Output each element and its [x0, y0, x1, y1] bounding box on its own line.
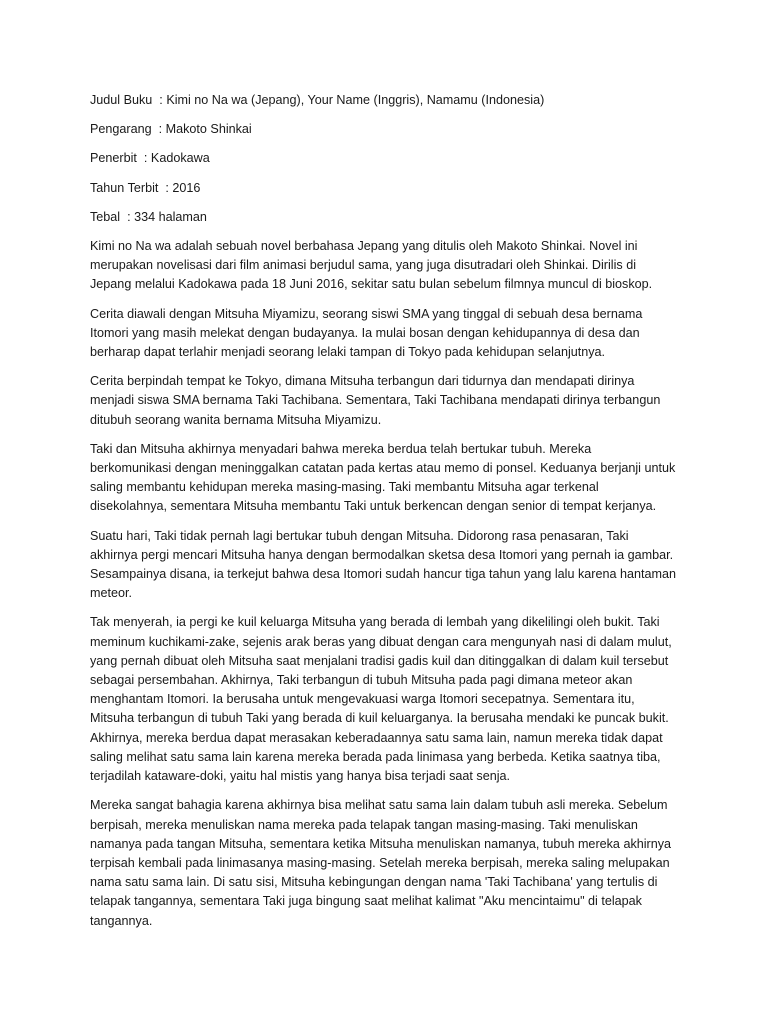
- document-body: [90, 91, 690, 941]
- synopsis: [90, 237, 690, 931]
- paragraph-search: Suatu hari, Taki tidak pernah lagi bertukar tubuh dengan Mitsuha. Didorong rasa penasaran, Taki akhirnya pergi mencari Mitsuha hanya dengan bermodalkan sketsa desa Itomori yang pernah ia gambar. Sesampainya disana, ia terkejut bahwa desa Itomori sudah hancur tiga tahun yang lalu karena hantaman meteor.: [90, 528, 676, 601]
- paragraph-mitsuha: Cerita diawali dengan Mitsuha Miyamizu, seorang siswi SMA yang tinggal di sebuah desa bernama Itomori yang masih melekat dengan budayanya. Ia mulai bosan dengan kehidupannya di desa dan berharap dapat terlahir menjadi seorang lelaki tampan di Tokyo pada kehidupan selanjutnya.: [90, 306, 643, 360]
- meta-label: Pengarang: [90, 122, 152, 137]
- meta-line-pages: Tebal : 334 halaman: [90, 209, 207, 224]
- meta-line-author: Pengarang : Makoto Shinkai: [90, 122, 252, 137]
- meta-line-publisher: Penerbit : Kadokawa: [90, 151, 210, 166]
- meta-value: Makoto Shinkai: [165, 122, 252, 137]
- paragraph-intro: Kimi no Na wa adalah sebuah novel berbahasa Jepang yang ditulis oleh Makoto Shinkai. Novel ini merupakan novelisasi dari film animasi berjudul sama, yang juga disutradari oleh Shinkai. Dirilis di Jepang melalui Kadokawa pada 18 Juni 2016, sekitar satu bulan sebelum filmnya muncul di bioskop.: [90, 239, 653, 292]
- meta-label: Tahun Terbit: [90, 180, 159, 195]
- paragraph-shrine: Tak menyerah, ia pergi ke kuil keluarga Mitsuha yang berada di lembah yang dikelilingi oleh bukit. Taki meminum kuchikami-zake, sejenis arak beras yang dibuat dengan cara mengunyah nasi di dalam mulut, yang pernah dibuat oleh Mitsuha saat menjalani tradisi gadis kuil dan ditinggalkan di dalam kuil tersebut sebagai persembahan. Akhirnya, Taki terbangun di tubuh Mitsuha pada pagi dimana meteor akan menghantam Itomori. Ia berusaha untuk mengevakuasi warga Itomori secepatnya. Sementara itu, Mitsuha terbangun di tubuh Taki yang berada di kuil keluarganya. Ia berusaha mendaki ke puncak bukit. Akhirnya, mereka berdua dapat merasakan keberadaannya satu sama lain, namun mereka tidak dapat saling melihat satu sama lain karena mereka berada pada linimasa yang berbeda. Ketika saatnya tiba, terjadilah kataware-doki, yaitu hal mistis yang hanya bisa terjadi saat senja.: [90, 615, 672, 784]
- paragraph-tokyo: Cerita berpindah tempat ke Tokyo, dimana Mitsuha terbangun dari tidurnya dan mendapati dirinya menjadi siswa SMA bernama Taki Tachibana. Sementara, Taki Tachibana mendapati dirinya terbangun ditubuh seorang wanita bernama Mitsuha Miyamizu.: [90, 374, 661, 427]
- meta-line-title: Judul Buku : Kimi no Na wa (Jepang), Your Name (Inggris), Namamu (Indonesia): [90, 93, 545, 107]
- meta-value: Kadokawa: [150, 151, 210, 166]
- meta-line-year: Tahun Terbit : 2016: [90, 180, 201, 195]
- meta-label: Judul Buku: [90, 93, 153, 107]
- meta-value: 334 halaman: [134, 209, 207, 224]
- book-metadata: [90, 91, 690, 227]
- paragraph-ending: Mereka sangat bahagia karena akhirnya bisa melihat satu sama lain dalam tubuh asli mereka. Sebelum berpisah, mereka menuliskan nama mereka pada telapak tangan masing-masing. Taki menuliskan namanya pada tangan Mitsuha, sementara ketika Mitsuha menuliskan namanya, tubuh mereka akhirnya terpisah kembali pada linimasanya masing-masing. Setelah mereka berpisah, mereka saling melupakan nama satu sama lain. Di satu sisi, Mitsuha kebingungan dengan nama 'Taki Tachibana' yang tertulis di telapak tangannya, sementara Taki juga bingung saat melihat kalimat "Aku mencintaimu" di telapak tangannya.: [90, 798, 672, 928]
- meta-label: Tebal: [90, 209, 121, 224]
- meta-label: Penerbit: [90, 151, 137, 166]
- paragraph-body-swap: Taki dan Mitsuha akhirnya menyadari bahwa mereka berdua telah bertukar tubuh. Mereka berkomunikasi dengan meninggalkan catatan pada kertas atau memo di ponsel. Keduanya berjanji untuk saling membantu kehidupan mereka masing-masing. Taki membantu Mitsuha agar terkenal disekolahnya, sementara Mitsuha membantu Taki untuk berkencan dengan senior di tempat kerjanya.: [90, 441, 676, 514]
- meta-value: Kimi no Na wa (Jepang), Your Name (Inggris), Namamu (Indonesia): [166, 93, 545, 107]
- meta-value: 2016: [172, 180, 201, 195]
